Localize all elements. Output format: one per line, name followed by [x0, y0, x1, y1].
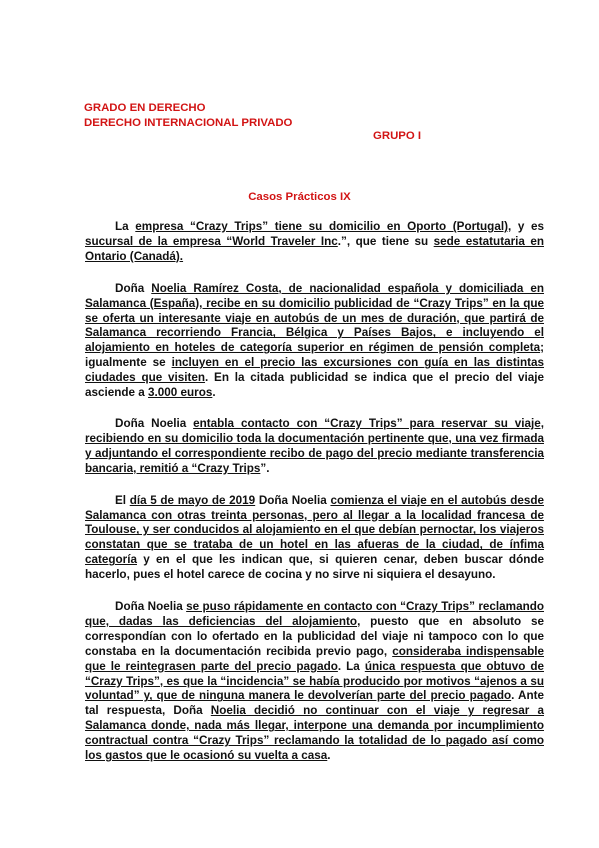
case-body — [85, 220, 544, 781]
paragraph-text-run: consideraba indispensable que le reintegrasen parte del precio pagado — [85, 644, 544, 673]
paragraph-text-run: Doña Noelia — [115, 416, 194, 430]
paragraph-text-run: día 5 de mayo de 2019 — [129, 493, 256, 507]
paragraph-text-run: incluyen en el precio las excursiones con guía en las distintas ciudades que visiten — [85, 356, 544, 385]
course-heading: DERECHO INTERNACIONAL PRIVADO — [84, 117, 293, 129]
group-heading: GRUPO I — [373, 130, 422, 142]
paragraph-text-run: Noelia Ramírez Costa, de nacionalidad española y domiciliada en Salamanca (España), recibe en su domicilio publicidad de “Crazy Trips” en la que se oferta un interesante viaje en autobús de un mes de duración, que partirá de Salamanca recorriendo Francia, Bélgica y Países Bajos, e incluyendo el alojamiento en hoteles de categoría superior en régimen de pensión completa — [85, 281, 545, 355]
paragraph-text-run: . Ante tal respuesta, Doña — [85, 689, 544, 718]
paragraph-text-run: única respuesta que obtuvo de “Crazy Trips”, es que la “incidencia” se había producido por motivos “ajenos a su voluntad” y, que de ninguna manera le devolverían parte del precio pagado — [85, 659, 544, 703]
paragraph-text-run: .”, que tiene su — [337, 234, 434, 248]
paragraph-text-run: , y es — [507, 220, 545, 233]
paragraph-text-run: . En la citada publicidad se indica que el precio del viaje asciende a — [85, 371, 544, 400]
paragraph-text-run: se puso rápidamente en contacto con “Crazy Trips” reclamando que, dadas las deficiencias del alojamiento — [85, 600, 544, 628]
paragraph-text-run: Doña Noelia — [255, 493, 331, 507]
degree-heading: GRADO EN DERECHO — [84, 102, 206, 114]
paragraph-text-run: ; igualmente se — [85, 341, 544, 370]
document-title: Casos Prácticos IX — [248, 191, 351, 203]
paragraph-text-run: 3.000 euros — [148, 386, 213, 400]
paragraph-text-run: entabla contacto con “Crazy Trips” para reservar su viaje, recibiendo en su domicilio toda la documentación pertinente que, una vez firmada y adjuntando el correspondiente recibo de pago del precio mediante transferencia bancaria, remitió a “Crazy Trips — [85, 416, 544, 475]
paragraph-text-run: ”. — [260, 461, 270, 475]
paragraph-text-run: comienza el viaje en el autobús desde Salamanca con otras treinta personas, pero al llegar a la localidad francesa de Toulouse, y ser conducidos al alojamiento en el que debían pernoctar, los viajeros constatan que se trataba de un hotel en las afueras de la ciudad, de ínfima categoría — [85, 493, 544, 567]
case-paragraph — [85, 494, 544, 583]
case-paragraph — [85, 282, 544, 401]
paragraph-text-run: sede estatutaria en Ontario (Canadá). — [85, 234, 544, 263]
paragraph-text-run: La — [115, 220, 136, 233]
document-header — [84, 101, 544, 131]
paragraph-text-run: sucursal de la empresa “World Traveler Inc — [85, 234, 338, 248]
paragraph-text-run: . La — [337, 659, 365, 673]
paragraph-text-run: . — [327, 749, 331, 763]
case-paragraph — [85, 417, 544, 477]
case-paragraph — [85, 220, 544, 265]
paragraph-text-run: . — [212, 386, 216, 400]
paragraph-text-run: empresa “Crazy Trips” tiene su domicilio en Oporto (Portugal) — [135, 220, 508, 233]
paragraph-text-run: El — [115, 493, 130, 507]
paragraph-text-run: Doña Noelia — [115, 600, 187, 614]
paragraph-text-run: Noelia decidió no continuar con el viaje y regresar a Salamanca donde, nada más llegar, interpone una demanda por incumplimiento contractual contra “Crazy Trips” reclamando la totalidad de lo pagado así como los gastos que le ocasionó su vuelta a casa — [85, 704, 544, 763]
case-paragraph — [85, 600, 544, 764]
paragraph-text-run: Doña — [115, 281, 152, 295]
paragraph-text-run: , puesto que en absoluto se correspondían con lo ofertado en la publicidad del viaje ni tampoco con lo que constaba en la documentación recibida previo pago, — [85, 614, 544, 658]
paragraph-text-run: y en el que les indican que, si quieren cenar, deben buscar dónde hacerlo, pues el hotel carece de cocina y no sirve ni siquiera el desayuno. — [85, 553, 544, 582]
